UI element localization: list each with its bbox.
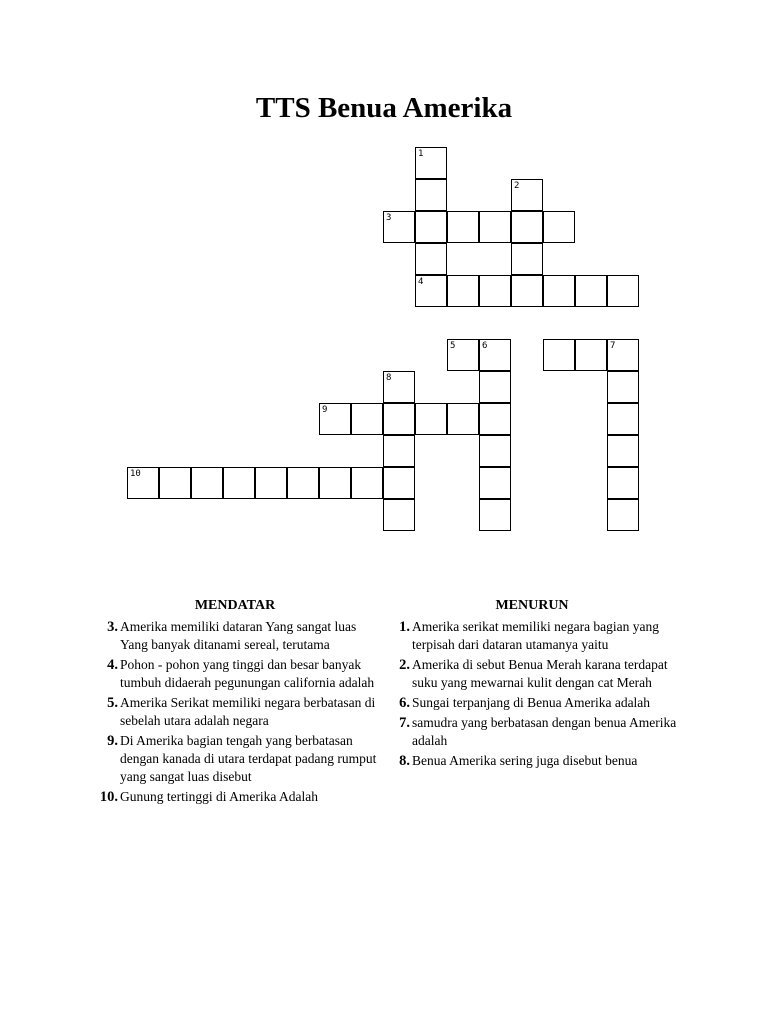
crossword-cell[interactable] (479, 467, 511, 499)
clue-number: 7. (399, 715, 410, 731)
crossword-cell[interactable] (447, 403, 479, 435)
clue-item (90, 656, 380, 692)
clue-text: Gunung tertinggi di Amerika Adalah (120, 789, 318, 804)
clue-item (382, 694, 682, 712)
clue-text: Di Amerika bagian tengah yang berbatasan dengan kanada di utara terdapat padang rumput yang sangat luas disebut (120, 733, 377, 784)
clue-number-label: 9 (322, 405, 328, 415)
crossword-cell[interactable] (479, 403, 511, 435)
crossword-cell[interactable] (447, 275, 479, 307)
crossword-cell[interactable] (511, 275, 543, 307)
crossword-cell[interactable] (415, 243, 447, 275)
clue-number: 1. (399, 619, 410, 635)
clue-number-label: 2 (514, 181, 520, 191)
clue-text: Amerika serikat memiliki negara bagian yang terpisah dari dataran utamanya yaitu (412, 619, 660, 652)
crossword-cell[interactable] (607, 339, 639, 371)
clue-number: 9. (107, 733, 118, 749)
crossword-cell[interactable] (415, 403, 447, 435)
clue-number-label: 8 (386, 373, 392, 383)
across-clue-list (90, 618, 380, 806)
clue-item (382, 752, 682, 770)
crossword-cell[interactable] (383, 499, 415, 531)
clue-item (382, 618, 682, 654)
crossword-cell[interactable] (255, 467, 287, 499)
clue-number-label: 6 (482, 341, 488, 351)
crossword-cell[interactable] (127, 467, 159, 499)
crossword-cell[interactable] (607, 435, 639, 467)
crossword-cell[interactable] (479, 371, 511, 403)
clue-number: 8. (399, 753, 410, 769)
clue-number-label: 4 (418, 277, 424, 287)
across-heading: MENDATAR (194, 598, 276, 613)
clue-item (382, 714, 682, 750)
down-clue-list (382, 618, 682, 770)
clue-item (90, 732, 380, 786)
clue-number: 5. (107, 695, 118, 711)
crossword-cell[interactable] (287, 467, 319, 499)
page-title: TTS Benua Amerika (255, 92, 513, 124)
crossword-cell[interactable] (607, 403, 639, 435)
clue-text: Amerika Serikat memiliki negara berbatasan di sebelah utara adalah negara (120, 695, 376, 728)
crossword-cell[interactable] (511, 243, 543, 275)
crossword-cell[interactable] (383, 371, 415, 403)
crossword-cell[interactable] (607, 275, 639, 307)
crossword-cell[interactable] (607, 467, 639, 499)
crossword-cell[interactable] (351, 467, 383, 499)
crossword-cell[interactable] (479, 275, 511, 307)
clue-number: 3. (107, 619, 118, 635)
crossword-cell[interactable] (191, 467, 223, 499)
crossword-cell[interactable] (415, 275, 447, 307)
down-heading: MENURUN (495, 598, 569, 613)
crossword-cell[interactable] (415, 211, 447, 243)
crossword-cell[interactable] (383, 467, 415, 499)
crossword-cell[interactable] (543, 275, 575, 307)
crossword-cell[interactable] (159, 467, 191, 499)
clue-item (90, 788, 380, 806)
clue-number-label: 5 (450, 341, 456, 351)
clue-number: 10. (99, 789, 118, 805)
crossword-cell[interactable] (479, 435, 511, 467)
crossword-cell[interactable] (351, 403, 383, 435)
clue-text: Sungai terpanjang di Benua Amerika adalah (412, 695, 651, 710)
crossword-cell[interactable] (543, 339, 575, 371)
clue-item (90, 618, 380, 654)
crossword-cell[interactable] (415, 147, 447, 179)
crossword-cell[interactable] (319, 403, 351, 435)
crossword-cell[interactable] (479, 339, 511, 371)
crossword-cell[interactable] (511, 179, 543, 211)
clue-item (90, 694, 380, 730)
across-clues (90, 598, 380, 808)
crossword-cell[interactable] (319, 467, 351, 499)
clue-number: 6. (399, 695, 410, 711)
crossword-cell[interactable] (479, 499, 511, 531)
crossword-cell[interactable] (223, 467, 255, 499)
clue-text: Pohon - pohon yang tinggi dan besar banyak tumbuh didaerah pegunungan california adalah (120, 657, 375, 690)
clue-number-label: 7 (610, 341, 616, 351)
clue-text: samudra yang berbatasan dengan benua Amerika adalah (412, 715, 677, 748)
clue-item (382, 656, 682, 692)
clue-text: Benua Amerika sering juga disebut benua (412, 753, 638, 768)
crossword-cell[interactable] (511, 211, 543, 243)
clue-number: 4. (107, 657, 118, 673)
crossword-cell[interactable] (575, 339, 607, 371)
crossword-cell[interactable] (383, 435, 415, 467)
down-clues (382, 598, 682, 772)
crossword-cell[interactable] (415, 179, 447, 211)
crossword-cell[interactable] (383, 211, 415, 243)
crossword-cell[interactable] (543, 211, 575, 243)
clue-number-label: 3 (386, 213, 392, 223)
clue-number-label: 10 (130, 469, 141, 479)
crossword-cell[interactable] (607, 499, 639, 531)
crossword-cell[interactable] (607, 371, 639, 403)
crossword-cell[interactable] (479, 211, 511, 243)
clue-number: 2. (399, 657, 410, 673)
clue-text: Amerika memiliki dataran Yang sangat luas Yang banyak ditanami sereal, terutama (120, 619, 357, 652)
clue-number-label: 1 (418, 149, 424, 159)
clue-text: Amerika di sebut Benua Merah karana terdapat suku yang mewarnai kulit dengan cat Merah (412, 657, 668, 690)
crossword-cell[interactable] (447, 339, 479, 371)
crossword-cell[interactable] (447, 211, 479, 243)
crossword-cell[interactable] (383, 403, 415, 435)
crossword-cell[interactable] (575, 275, 607, 307)
